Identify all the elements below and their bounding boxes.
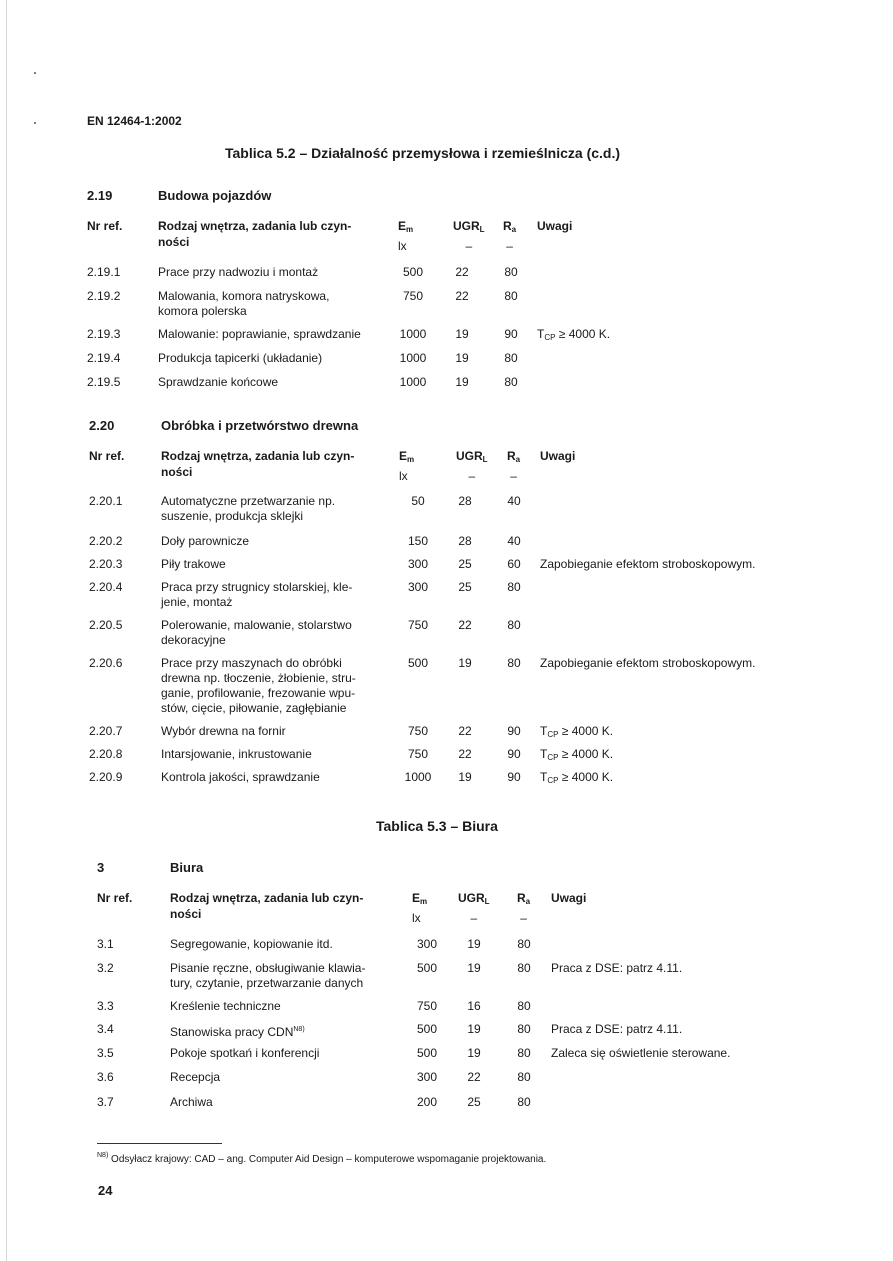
col-header-ra-symbol: $R_a$ [517, 891, 531, 906]
row-task-line: Doły parownicze [161, 534, 250, 548]
col-header-remarks: Uwagi [537, 219, 573, 233]
row-task-line: Sprawdzanie końcowe [158, 375, 279, 389]
section-title: Budowa pojazdów [158, 188, 272, 203]
col-header-em [399, 448, 414, 484]
col-header-ra-unit: – [510, 469, 517, 483]
row-ugr: 25 [458, 557, 472, 571]
row-task-line: Intarsjowanie, inkrustowanie [161, 747, 312, 761]
row-ref: 3.5 [97, 1046, 114, 1060]
row-task [158, 265, 383, 280]
row-task [170, 961, 395, 991]
document-id: EN 12464-1:2002 [87, 114, 182, 128]
row-em: 200 [416, 1095, 438, 1109]
row-ra: 90 [504, 327, 518, 341]
row-task [161, 494, 386, 524]
footnote-rule [97, 1143, 222, 1144]
row-ra: 80 [517, 999, 531, 1013]
row-task-line: jenie, montaż [161, 595, 233, 609]
col-header-em-symbol: $E_m$ [398, 219, 414, 234]
col-header-task [170, 890, 363, 922]
row-em: 750 [407, 724, 429, 738]
row-task-line: Praca przy strugnicy stolarskiej, kle- [161, 580, 353, 594]
row-task-line: Prace przy nadwoziu i montaż [158, 265, 319, 279]
row-ugr: 22 [467, 1070, 481, 1084]
row-task-line: Produkcja tapicerki (układanie) [158, 351, 323, 365]
row-ra: 40 [507, 494, 521, 508]
row-task [170, 937, 395, 952]
row-ugr: 19 [467, 937, 481, 951]
row-ref: 2.20.9 [89, 770, 123, 784]
col-header-remarks: Uwagi [540, 449, 576, 463]
row-em: 500 [416, 961, 438, 975]
col-header-remarks: Uwagi [551, 891, 587, 905]
row-ra: 80 [504, 265, 518, 279]
col-header-ra-sub: a [511, 225, 517, 234]
row-ra: 90 [507, 770, 521, 784]
row-ra: 80 [517, 961, 531, 975]
row-em: 1000 [399, 351, 427, 365]
row-ref: 2.20.3 [89, 557, 123, 571]
row-ref: 2.20.7 [89, 724, 123, 738]
col-header-em-symbol: $E_m$ [399, 449, 415, 464]
row-ugr: 19 [467, 1022, 481, 1036]
row-em: 500 [407, 656, 429, 670]
col-header-ugr [458, 890, 490, 926]
row-task [158, 375, 383, 390]
row-task [161, 747, 386, 762]
row-remark: $T_{CP} \ge 4000$ K. [537, 327, 611, 342]
row-remark: Zapobieganie efektom stroboskopowym. [540, 557, 756, 571]
row-task-line: Polerowanie, malowanie, stolarstwo [161, 618, 352, 632]
section-number: 2.19 [87, 188, 113, 203]
col-header-ugr-sub: L [479, 225, 485, 234]
row-remark-sub: CP [547, 776, 559, 785]
row-ref: 2.19.2 [87, 289, 121, 303]
row-ra: 40 [507, 534, 521, 548]
row-task-line: Prace przy maszynach do obróbki [161, 656, 342, 670]
row-em: 500 [416, 1022, 438, 1036]
col-header-task-line: ności [158, 235, 190, 249]
col-header-ra [507, 448, 520, 484]
row-task [170, 1046, 395, 1061]
scan-margin-line [6, 0, 7, 1261]
col-header-em-sub: m [406, 225, 414, 234]
col-header-ra-sub: a [515, 455, 521, 464]
row-ugr: 28 [458, 494, 472, 508]
row-ugr: 19 [455, 351, 469, 365]
row-task [170, 1095, 395, 1110]
row-ref: 2.20.4 [89, 580, 123, 594]
row-ugr: 25 [458, 580, 472, 594]
section-title: Obróbka i przetwórstwo drewna [161, 418, 359, 433]
col-header-ref: Nr ref. [97, 891, 133, 905]
row-ra: 90 [507, 747, 521, 761]
row-ra: 80 [517, 1022, 531, 1036]
section-number: 3 [97, 860, 105, 875]
row-task [161, 656, 386, 716]
row-remark: Praca z DSE: patrz 4.11. [551, 1022, 683, 1036]
col-header-ra-symbol: $R_a$ [507, 449, 521, 464]
row-ref: 3.4 [97, 1022, 114, 1036]
col-header-ugr-symbol: $UGR_L$ [456, 449, 488, 464]
row-ra: 80 [507, 580, 521, 594]
row-em: 500 [402, 265, 424, 279]
row-task-line: Kontrola jakości, sprawdzanie [161, 770, 320, 784]
col-header-ra-symbol: $R_a$ [503, 219, 517, 234]
row-task [161, 770, 386, 785]
row-ugr: 16 [467, 999, 481, 1013]
row-remark: $T_{CP} \ge 4000$ K. [540, 770, 614, 785]
row-ref: 3.2 [97, 961, 114, 975]
row-em: 750 [407, 618, 429, 632]
row-remark: Zapobieganie efektom stroboskopowym. [540, 656, 756, 670]
row-task-line: Pokoje spotkań i konferencji [170, 1046, 320, 1060]
row-task-line: Malowanie: poprawianie, sprawdzanie [158, 327, 361, 341]
row-task-line: Automatyczne przetwarzanie np. [161, 494, 336, 508]
row-ra: 80 [517, 1046, 531, 1060]
row-remark: Zaleca się oświetlenie sterowane. [551, 1046, 731, 1060]
row-ra: 80 [507, 656, 521, 670]
row-remark-sub: CP [547, 730, 559, 739]
row-task-line: drewna np. tłoczenie, żłobienie, stru- [161, 671, 356, 685]
row-task-line: Segregowanie, kopiowanie itd. [170, 937, 333, 951]
row-task [161, 580, 386, 610]
section-number: 2.20 [89, 418, 115, 433]
row-ref: 3.3 [97, 999, 114, 1013]
row-remark-sub: CP [547, 753, 559, 762]
row-ra: 80 [517, 1070, 531, 1084]
col-header-ugr-symbol: $UGR_L$ [453, 219, 485, 234]
row-task-line: suszenie, produkcja sklejki [161, 509, 304, 523]
col-header-ugr-symbol: $UGR_L$ [458, 891, 490, 906]
row-remark: $T_{CP} \ge 4000$ K. [540, 747, 614, 762]
row-em: 750 [416, 999, 438, 1013]
row-ra: 80 [504, 289, 518, 303]
col-header-em-sub: m [420, 897, 428, 906]
row-ugr: 19 [467, 961, 481, 975]
col-header-ugr [453, 218, 485, 254]
row-ra: 90 [507, 724, 521, 738]
row-ra: 80 [504, 351, 518, 365]
col-header-ugr-sub: L [484, 897, 490, 906]
row-task-line: tury, czytanie, przetwarzanie danych [170, 976, 364, 990]
col-header-ugr-unit: – [470, 911, 478, 925]
col-header-task [161, 448, 354, 480]
row-task-line: stów, cięcie, piłowanie, zagłębianie [161, 701, 347, 715]
scan-speck [34, 122, 36, 124]
row-em: 750 [407, 747, 429, 761]
col-header-ugr-unit: – [465, 239, 473, 253]
row-task [158, 327, 383, 342]
page-number: 24 [98, 1183, 113, 1198]
row-task [161, 557, 386, 572]
row-ugr: 19 [455, 375, 469, 389]
row-ugr: 19 [455, 327, 469, 341]
row-ra: 80 [517, 1095, 531, 1109]
footnote-text: Odsyłacz krajowy: CAD – ang. Computer Aid Design – komputerowe wspomaganie projektowania. [108, 1154, 547, 1165]
row-ugr: 19 [467, 1046, 481, 1060]
col-header-em [412, 890, 427, 926]
col-header-task-line: Rodzaj wnętrza, zadania lub czyn- [170, 891, 364, 905]
row-ref: 3.1 [97, 937, 114, 951]
row-ra: 80 [507, 618, 521, 632]
col-header-task [158, 218, 351, 250]
row-ugr: 22 [458, 724, 472, 738]
row-remark-sub: CP [544, 333, 556, 342]
row-ugr: 22 [455, 289, 469, 303]
row-em: 1000 [399, 375, 427, 389]
row-em: 300 [416, 1070, 438, 1084]
row-ref: 3.6 [97, 1070, 114, 1084]
row-em: 1000 [404, 770, 432, 784]
col-header-ra-unit: – [520, 911, 527, 925]
row-em: 300 [407, 557, 429, 571]
row-ref: 3.7 [97, 1095, 114, 1109]
col-header-task-line: ności [161, 465, 193, 479]
col-header-task-line: ności [170, 907, 202, 921]
row-task [158, 289, 383, 319]
row-em: 300 [407, 580, 429, 594]
col-header-em-symbol: $E_m$ [412, 891, 428, 906]
col-header-ra [517, 890, 530, 926]
row-ra: 80 [504, 375, 518, 389]
row-task [161, 618, 386, 648]
col-header-ref: Nr ref. [89, 449, 125, 463]
row-task-line: dekoracyjne [161, 633, 226, 647]
scan-speck [34, 72, 36, 74]
row-task-line: Wybór drewna na fornir [161, 724, 286, 738]
col-header-ra-unit: – [506, 239, 513, 253]
row-ref: 2.20.2 [89, 534, 123, 548]
row-ref: 2.20.1 [89, 494, 123, 508]
row-em: 150 [407, 534, 429, 548]
row-remark: Praca z DSE: patrz 4.11. [551, 961, 683, 975]
row-ugr: 22 [455, 265, 469, 279]
row-task-line: Archiwa [170, 1095, 213, 1109]
row-task [161, 724, 386, 739]
row-ra: 60 [507, 557, 521, 571]
col-header-ra [503, 218, 516, 254]
row-task [161, 534, 386, 549]
col-header-em [398, 218, 413, 254]
col-header-ra-sub: a [525, 897, 531, 906]
table-5-2-title: Tablica 5.2 – Działalność przemysłowa i rzemieślnicza (c.d.) [225, 145, 621, 161]
row-task-line: Malowania, komora natryskowa, [158, 289, 330, 303]
table-5-3-title: Tablica 5.3 – Biura [376, 818, 498, 834]
row-ugr: 25 [467, 1095, 481, 1109]
row-task-line: Piły trakowe [161, 557, 226, 571]
row-ugr: 22 [458, 747, 472, 761]
row-em: 500 [416, 1046, 438, 1060]
col-header-ref: Nr ref. [87, 219, 123, 233]
row-task-line: Kreślenie techniczne [170, 999, 281, 1013]
row-task-line: Stanowiska pracy $CDN^{N8)}$ [170, 1025, 305, 1039]
row-task-line: Pisanie ręczne, obsługiwanie klawia- [170, 961, 366, 975]
row-ref: 2.20.8 [89, 747, 123, 761]
row-ugr: 19 [458, 656, 472, 670]
row-em: 1000 [399, 327, 427, 341]
col-header-em-unit: lx [412, 911, 421, 925]
row-ref: 2.20.6 [89, 656, 123, 670]
row-task-line: ganie, profilowanie, frezowanie wpu- [161, 686, 356, 700]
col-header-em-unit: lx [398, 239, 407, 253]
row-task-footnote-ref: N8) [293, 1026, 305, 1033]
row-task [170, 1070, 395, 1085]
col-header-ugr-sub: L [482, 455, 488, 464]
col-header-em-unit: lx [399, 469, 408, 483]
footnote [97, 1152, 546, 1165]
col-header-task-line: Rodzaj wnętrza, zadania lub czyn- [158, 219, 352, 233]
row-task [170, 1022, 395, 1040]
row-ugr: 28 [458, 534, 472, 548]
row-ref: 2.19.3 [87, 327, 121, 341]
row-ugr: 22 [458, 618, 472, 632]
col-header-ugr-unit: – [468, 469, 476, 483]
row-em: 750 [402, 289, 424, 303]
row-task [158, 351, 383, 366]
col-header-ugr [456, 448, 488, 484]
row-task-line: komora polerska [158, 304, 247, 318]
row-ugr: 19 [458, 770, 472, 784]
row-remark: $T_{CP} \ge 4000$ K. [540, 724, 614, 739]
row-task [170, 999, 395, 1014]
row-ref: 2.19.5 [87, 375, 121, 389]
col-header-task-line: Rodzaj wnętrza, zadania lub czyn- [161, 449, 355, 463]
footnote-marker: N8) [97, 1152, 109, 1159]
row-em: 50 [411, 494, 425, 508]
col-header-em-sub: m [407, 455, 415, 464]
section-title: Biura [170, 860, 204, 875]
row-ra: 80 [517, 937, 531, 951]
row-ref: 2.19.1 [87, 265, 121, 279]
row-ref: 2.19.4 [87, 351, 121, 365]
row-ref: 2.20.5 [89, 618, 123, 632]
row-em: 300 [416, 937, 438, 951]
row-task-line: Recepcja [170, 1070, 221, 1084]
